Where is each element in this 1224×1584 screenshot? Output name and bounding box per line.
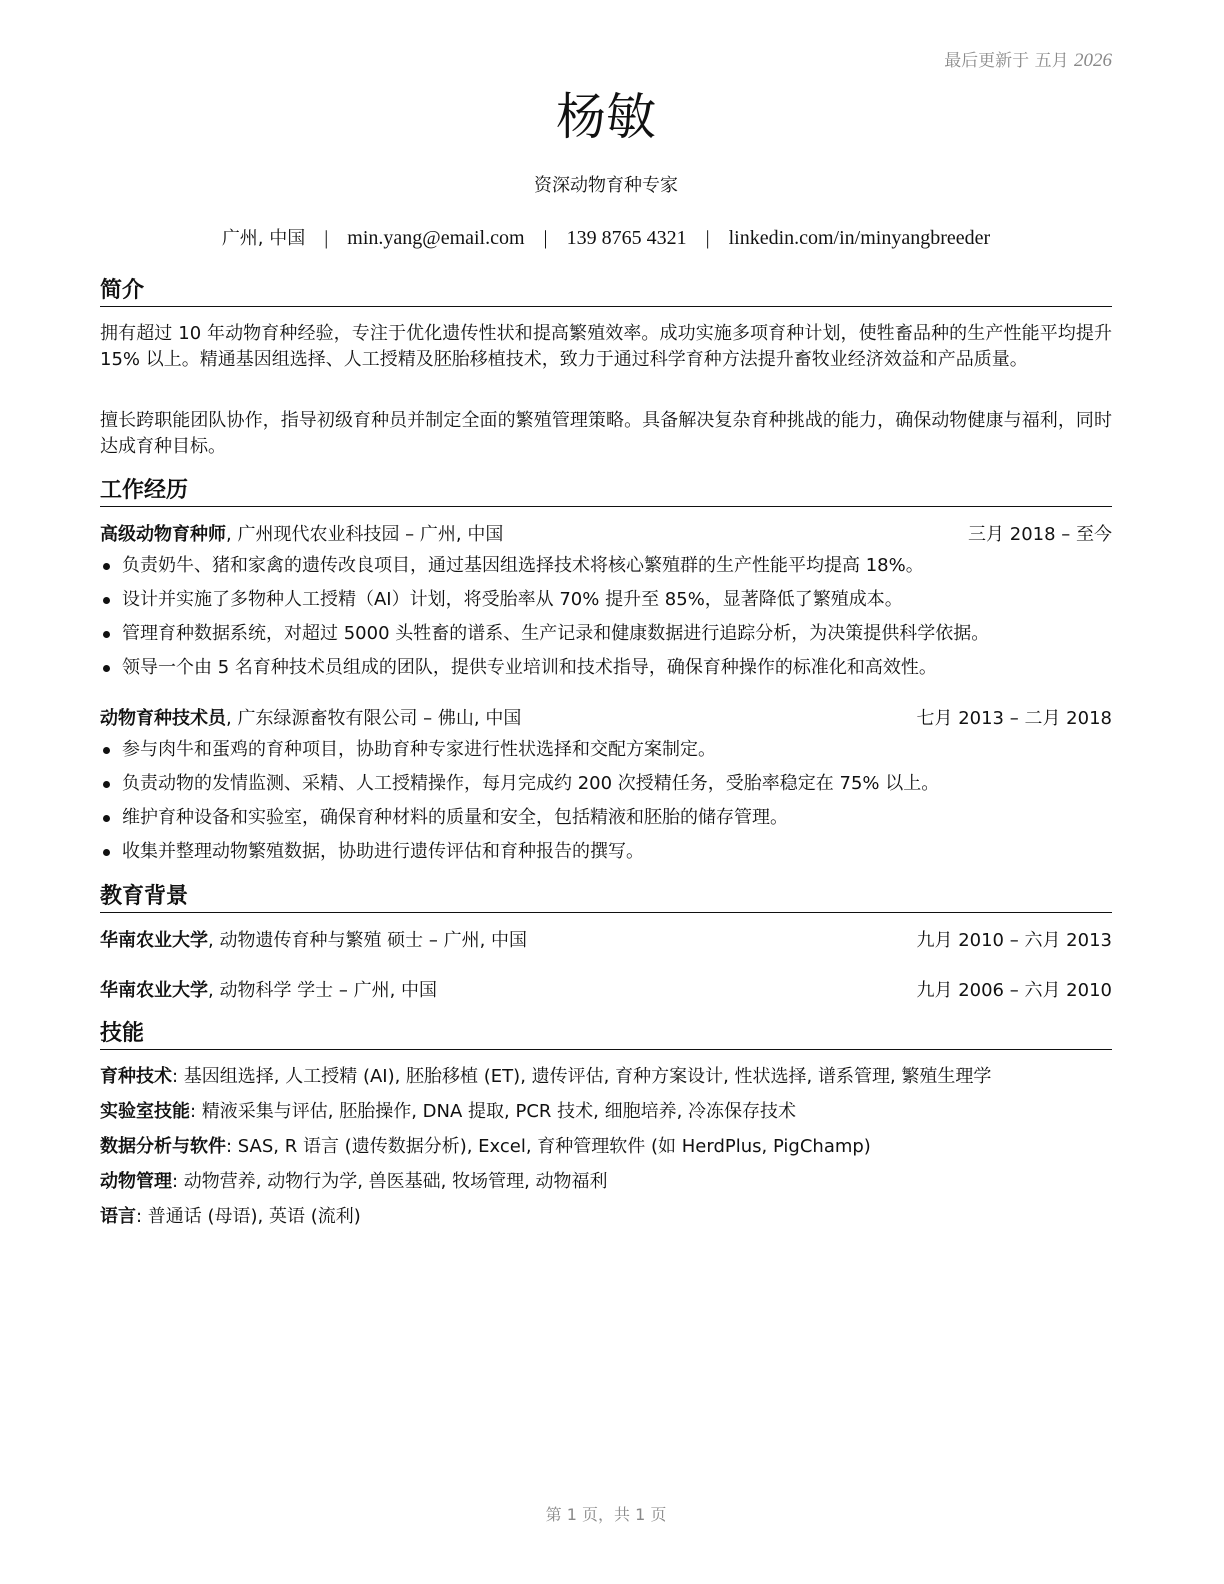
skill-value: : SAS, R 语言 (遗传数据分析), Excel, 育种管理软件 (如 HerdPlus, PigChamp) (226, 1136, 871, 1157)
job-org: , 广州现代农业科技园 – 广州, 中国 (226, 524, 504, 545)
education-date: 九月 2010 – 六月 2013 (916, 930, 1112, 951)
list-item: 维护育种设备和实验室，确保育种材料的质量和安全，包括精液和胚胎的储存管理。 (100, 805, 1112, 839)
skill-value: : 动物营养, 动物行为学, 兽医基础, 牧场管理, 动物福利 (172, 1171, 608, 1192)
job-title-line (100, 706, 521, 732)
candidate-name: 杨敏 (556, 88, 656, 146)
candidate-headline: 资深动物育种专家 (534, 175, 678, 196)
list-item: 参与肉牛和蛋鸡的育种项目，协助育种专家进行性状选择和交配方案制定。 (100, 737, 1112, 771)
last-updated-label: 最后更新于 五月 (944, 51, 1069, 71)
section-title-skills: 技能 (100, 1021, 1112, 1050)
contact-phone: 139 8765 4321 (566, 227, 687, 249)
skill-key: 数据分析与软件 (100, 1136, 226, 1157)
job-bullets (100, 553, 1112, 689)
skill-key: 实验室技能 (100, 1101, 190, 1122)
contact-separator: | (324, 227, 329, 249)
list-item: 领导一个由 5 名育种技术员组成的团队，提供专业培训和技术指导，确保育种操作的标准化和高效性。 (100, 655, 1112, 689)
contact-email-link[interactable]: min.yang@email.com (347, 227, 525, 249)
summary-paragraph: 拥有超过 10 年动物育种经验，专注于优化遗传性状和提高繁殖效率。成功实施多项育种计划，使牲畜品种的生产性能平均提升 15% 以上。精通基因组选择、人工授精及胚胎移植技术，致力于通过科学育种方法提升畜牧业经济效益和产品质量。 (100, 323, 1112, 370)
list-item: 管理育种数据系统，对超过 5000 头牲畜的谱系、生产记录和健康数据进行追踪分析，为决策提供科学依据。 (100, 621, 1112, 655)
resume-page (100, 0, 1112, 1584)
skill-key: 动物管理 (100, 1171, 172, 1192)
education-item (100, 978, 1112, 1004)
skill-row (100, 1099, 1112, 1134)
job-header (100, 706, 1112, 732)
education-school: 华南农业大学 (100, 980, 208, 1001)
job-role: 动物育种技术员 (100, 708, 226, 729)
section-title-summary: 简介 (100, 278, 1112, 307)
skill-row (100, 1064, 1112, 1099)
contact-separator: | (705, 227, 710, 249)
job-date: 三月 2018 – 至今 (968, 524, 1112, 545)
job-date: 七月 2013 – 二月 2018 (916, 708, 1112, 729)
job-bullets (100, 737, 1112, 873)
section-title-experience: 工作经历 (100, 478, 1112, 507)
skill-row (100, 1134, 1112, 1169)
contact-linkedin-link[interactable]: linkedin.com/in/minyangbreeder (728, 227, 991, 249)
skill-key: 育种技术 (100, 1066, 172, 1087)
list-item: 负责动物的发情监测、采精、人工授精操作，每月完成约 200 次授精任务，受胎率稳定在 75% 以上。 (100, 771, 1112, 805)
skill-row (100, 1169, 1112, 1204)
education-date: 九月 2006 – 六月 2010 (916, 980, 1112, 1001)
skills-list (100, 1064, 1112, 1239)
skill-value: : 精液采集与评估, 胚胎操作, DNA 提取, PCR 技术, 细胞培养, 冷冻保存技术 (190, 1101, 797, 1122)
last-updated-year: 2026 (1074, 50, 1112, 71)
job-role: 高级动物育种师 (100, 524, 226, 545)
education-line (100, 978, 437, 1004)
list-item: 设计并实施了多物种人工授精（AI）计划，将受胎率从 70% 提升至 85%，显著降低了繁殖成本。 (100, 587, 1112, 621)
job-org: , 广东绿源畜牧有限公司 – 佛山, 中国 (226, 708, 522, 729)
education-detail: , 动物科学 学士 – 广州, 中国 (208, 980, 438, 1001)
skill-row (100, 1204, 1112, 1239)
contact-line (100, 224, 1112, 250)
education-school: 华南农业大学 (100, 930, 208, 951)
last-updated (944, 46, 1112, 72)
page-footer: 第 1 页，共 1 页 (545, 1505, 667, 1524)
summary-paragraph: 擅长跨职能团队协作，指导初级育种员并制定全面的繁殖管理策略。具备解决复杂育种挑战的能力，确保动物健康与福利，同时达成育种目标。 (100, 410, 1112, 457)
skill-value: : 基因组选择, 人工授精 (AI), 胚胎移植 (ET), 遗传评估, 育种方案设计, 性状选择, 谱系管理, 繁殖生理学 (172, 1066, 992, 1087)
list-item: 负责奶牛、猪和家禽的遗传改良项目，通过基因组选择技术将核心繁殖群的生产性能平均提高 18%。 (100, 553, 1112, 587)
education-item (100, 928, 1112, 954)
contact-location: 广州, 中国 (221, 228, 306, 249)
section-title-education: 教育背景 (100, 884, 1112, 913)
job-title-line (100, 522, 503, 548)
job-header (100, 522, 1112, 548)
skill-key: 语言 (100, 1206, 136, 1227)
skill-value: : 普通话 (母语), 英语 (流利) (136, 1206, 361, 1227)
contact-separator: | (543, 227, 548, 249)
education-detail: , 动物遗传育种与繁殖 硕士 – 广州, 中国 (208, 930, 528, 951)
education-line (100, 928, 527, 954)
list-item: 收集并整理动物繁殖数据，协助进行遗传评估和育种报告的撰写。 (100, 839, 1112, 873)
